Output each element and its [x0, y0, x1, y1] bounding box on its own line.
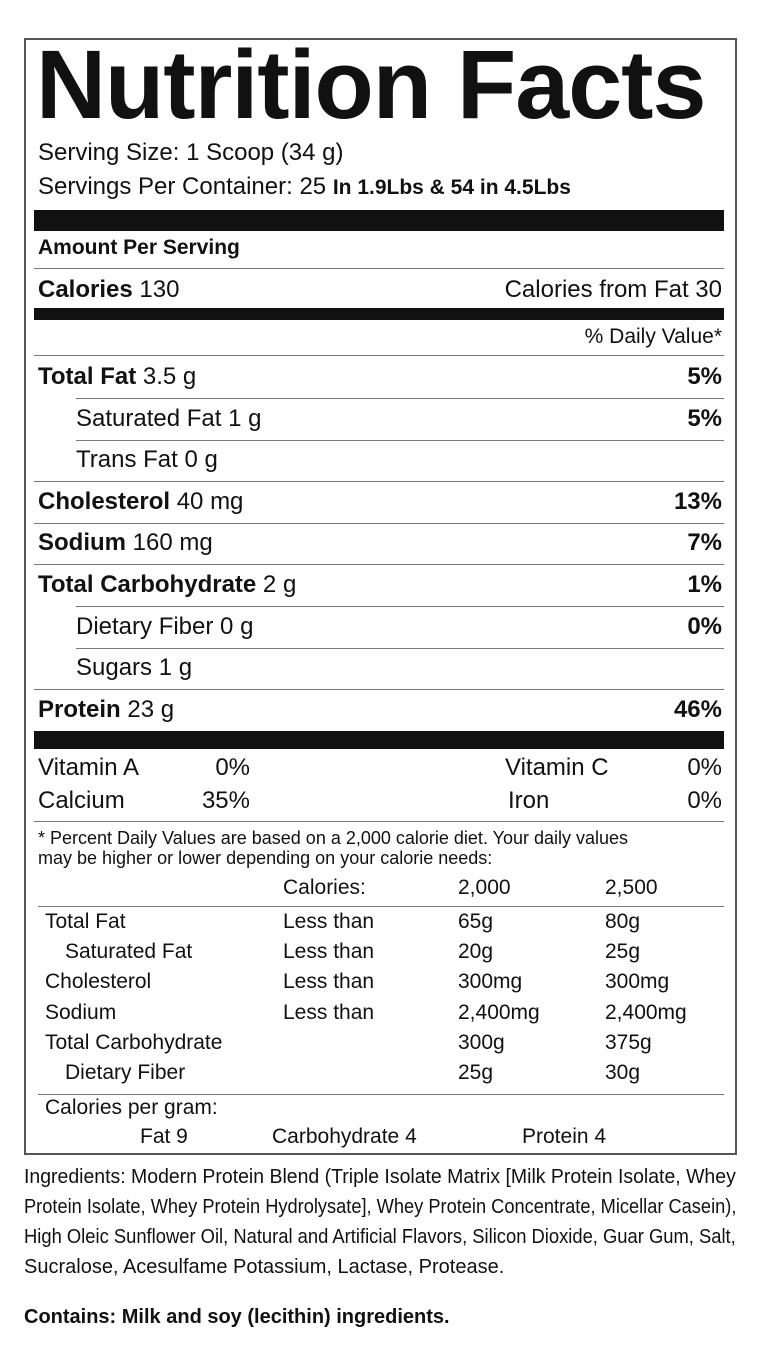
- nutrient-row: [38, 487, 243, 517]
- dv-qualifier: Less than: [283, 910, 375, 933]
- dv-2000: 2,400mg: [458, 1000, 540, 1024]
- dv-nutrient: Total Fat: [45, 910, 126, 933]
- dv-header-2000: 2,000: [458, 876, 511, 899]
- divider: [38, 906, 724, 907]
- dv-qualifier: Less than: [283, 1000, 375, 1024]
- nutrient-amount: 0 g: [184, 446, 218, 474]
- dv-2000: 25g: [458, 1061, 494, 1084]
- servings-count: Servings Per Container: 25: [38, 173, 327, 200]
- nutrient-name: Dietary Fiber: [76, 612, 214, 640]
- nutrient-name: Saturated Fat: [76, 404, 222, 432]
- nutrient-name: Sodium: [38, 529, 126, 557]
- dv-2000: 20g: [458, 940, 494, 964]
- calories-label: Calories: [38, 276, 133, 303]
- dv-2500: 300mg: [605, 970, 670, 994]
- nutrient-daily-value: 13%: [673, 487, 722, 515]
- divider: [34, 355, 724, 356]
- nutrient-amount: 0 g: [220, 612, 254, 640]
- nutrient-name: Total Carbohydrate: [38, 571, 257, 598]
- dv-header-2500: 2,500: [605, 876, 658, 899]
- dv-2000: 65g: [458, 910, 494, 933]
- dv-header-calories: Calories:: [283, 876, 366, 899]
- thick-divider: [34, 731, 724, 749]
- ingredients-line-1: Ingredients: Modern Protein Blend (Triple Isolate Matrix [Milk Protein Isolate, Whey: [24, 1166, 736, 1188]
- vitamin-a-dv: 0%: [215, 754, 250, 781]
- dv-nutrient: Total Carbohydrate: [45, 1030, 223, 1054]
- nutrient-row: [76, 653, 192, 683]
- nutrient-daily-value: 7%: [687, 529, 722, 557]
- nutrient-amount: 3.5 g: [142, 363, 197, 390]
- nutrient-row: [38, 528, 213, 558]
- divider: [34, 268, 724, 269]
- footnote-line-2: may be higher or lower depending on your calorie needs:: [38, 848, 493, 868]
- iron-dv: 0%: [687, 787, 722, 814]
- servings-per-container: [38, 172, 571, 203]
- iron-label: Iron: [508, 787, 550, 814]
- ingredients-line-4: Sucralose, Acesulfame Potassium, Lactase, Protease.: [24, 1256, 505, 1278]
- dv-nutrient: Sodium: [45, 1000, 117, 1024]
- nutrient-amount: 1 g: [158, 654, 193, 682]
- panel-title: Nutrition Facts: [36, 30, 706, 139]
- calories-row: [38, 275, 179, 305]
- calories-from-fat: Calories from Fat 30: [504, 276, 722, 303]
- dv-2500: 2,400mg: [605, 1000, 687, 1024]
- dv-2000: 300mg: [458, 970, 523, 994]
- nutrient-amount: 40 mg: [176, 487, 244, 515]
- vitamin-a-label: Vitamin A: [38, 754, 139, 781]
- nutrient-name: Trans Fat: [76, 446, 178, 474]
- divider: [34, 821, 724, 822]
- nutrient-row: [76, 404, 261, 434]
- nutrient-amount: 160 mg: [132, 529, 213, 557]
- dv-qualifier: Less than: [283, 940, 375, 964]
- nutrient-row: [38, 362, 196, 392]
- vitamin-c-label: Vitamin C: [505, 754, 609, 781]
- dv-nutrient: Dietary Fiber: [65, 1061, 186, 1084]
- servings-note: In 1.9Lbs & 54 in 4.5Lbs: [332, 176, 571, 199]
- divider: [76, 398, 724, 399]
- nutrient-amount: 2 g: [262, 571, 297, 598]
- nutrient-name: Sugars: [76, 654, 153, 682]
- serving-size: Serving Size: 1 Scoop (34 g): [38, 139, 344, 166]
- nutrient-daily-value: 46%: [673, 695, 722, 723]
- nutrient-name: Total Fat: [38, 363, 137, 390]
- calories-per-gram-label: Calories per gram:: [45, 1096, 218, 1119]
- nutrient-daily-value: 5%: [687, 404, 722, 432]
- daily-value-header: % Daily Value*: [584, 325, 722, 348]
- divider: [76, 606, 724, 607]
- dv-2500: 30g: [605, 1061, 641, 1084]
- medium-divider: [34, 308, 724, 320]
- nutrient-amount: 1 g: [228, 404, 262, 432]
- dv-2500: 25g: [605, 940, 641, 964]
- calories-value: 130: [139, 276, 180, 303]
- fat-per-gram: Fat 9: [140, 1125, 188, 1148]
- divider: [34, 564, 724, 565]
- nutrient-daily-value: 1%: [687, 571, 722, 598]
- protein-per-gram: Protein 4: [522, 1125, 607, 1148]
- nutrient-name: Protein: [38, 695, 121, 723]
- calcium-dv: 35%: [201, 787, 250, 814]
- nutrient-daily-value: 5%: [687, 363, 722, 390]
- dv-qualifier: Less than: [283, 970, 375, 994]
- divider: [34, 689, 724, 690]
- calcium-label: Calcium: [38, 787, 125, 814]
- nutrient-name: Cholesterol: [38, 487, 171, 515]
- carb-per-gram: Carbohydrate 4: [272, 1125, 417, 1148]
- ingredients-line-2: Protein Isolate, Whey Protein Hydrolysate], Whey Protein Concentrate, Micellar Casein),: [24, 1196, 737, 1218]
- dv-2500: 375g: [605, 1030, 652, 1054]
- thick-divider: [34, 210, 724, 231]
- nutrient-row: [76, 445, 218, 475]
- nutrient-row: [38, 570, 296, 600]
- nutrient-amount: 23 g: [127, 695, 175, 723]
- dv-nutrient: Saturated Fat: [65, 940, 193, 964]
- divider: [76, 648, 724, 649]
- amount-per-serving: Amount Per Serving: [38, 236, 240, 259]
- ingredients-line-3: High Oleic Sunflower Oil, Natural and Artificial Flavors, Silicon Dioxide, Guar Gum, Salt,: [24, 1226, 736, 1248]
- dv-2500: 80g: [605, 910, 641, 933]
- nutrient-row: [38, 695, 174, 725]
- nutrient-row: [76, 612, 253, 642]
- divider: [34, 481, 724, 482]
- nutrient-daily-value: 0%: [687, 612, 722, 640]
- allergen-statement: Contains: Milk and soy (lecithin) ingredients.: [24, 1306, 450, 1328]
- divider: [76, 440, 724, 441]
- footnote-line-1: * Percent Daily Values are based on a 2,000 calorie diet. Your daily values: [38, 828, 629, 848]
- dv-nutrient: Cholesterol: [45, 970, 152, 994]
- divider: [34, 523, 724, 524]
- vitamin-c-dv: 0%: [687, 754, 722, 781]
- dv-2000: 300g: [458, 1030, 505, 1054]
